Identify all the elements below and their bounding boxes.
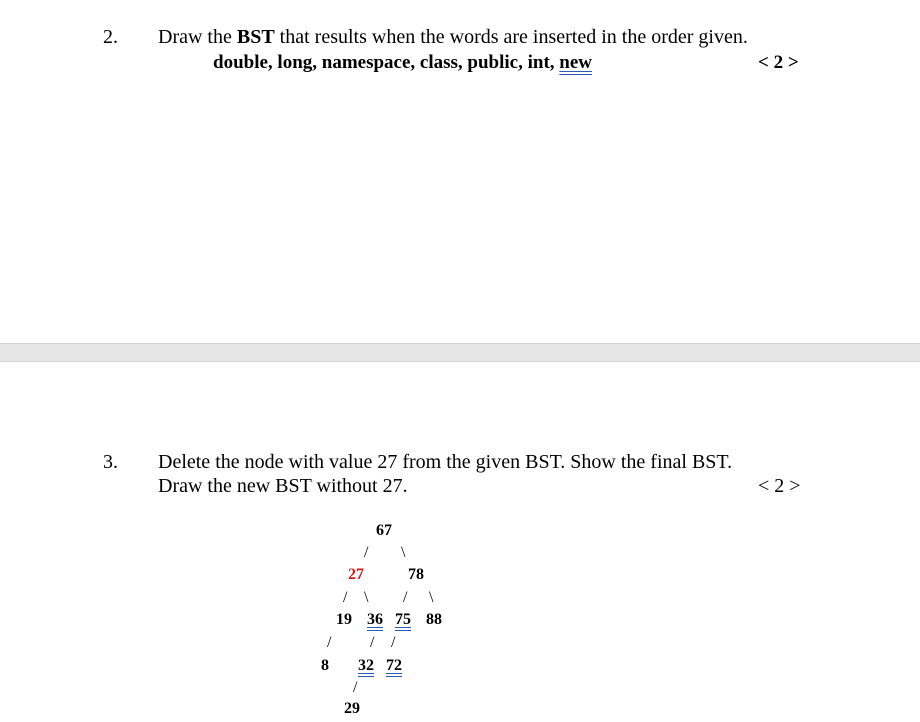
tree-edge-67-right: \ bbox=[401, 544, 406, 561]
tree-node-36: 36 bbox=[367, 611, 383, 628]
q3-number: 3. bbox=[103, 451, 118, 473]
q2-words: double, long, namespace, class, public, int, bbox=[213, 52, 560, 73]
tree-edge-36-left: / bbox=[370, 634, 375, 651]
q2-prompt-end: that results when the words are inserted in the order given. bbox=[274, 26, 748, 48]
tree-edge-19-left: / bbox=[327, 634, 332, 651]
q2-word-list bbox=[213, 52, 592, 74]
q3-line-2: Draw the new BST without 27. bbox=[158, 475, 408, 497]
q2-prompt-bst: BST bbox=[236, 26, 275, 48]
tree-edge-27-right: \ bbox=[364, 589, 369, 606]
q2-marks: < 2 > bbox=[758, 52, 799, 73]
tree-edge-78-left: / bbox=[403, 589, 408, 606]
page-break-separator bbox=[0, 343, 920, 362]
tree-node-72: 72 bbox=[386, 657, 402, 674]
tree-edge-27-left: / bbox=[343, 589, 348, 606]
q2-prompt-start: Draw the bbox=[158, 26, 237, 48]
tree-node-78: 78 bbox=[408, 566, 424, 583]
q2-last-word: new bbox=[559, 52, 593, 73]
tree-node-88: 88 bbox=[426, 611, 442, 628]
q2-prompt bbox=[158, 26, 748, 49]
tree-edge-78-right: \ bbox=[429, 589, 434, 606]
q3-marks: < 2 > bbox=[758, 475, 801, 497]
tree-node-8: 8 bbox=[321, 657, 329, 674]
tree-node-29: 29 bbox=[344, 700, 360, 717]
tree-edge-75-left: / bbox=[391, 634, 396, 651]
tree-edge-67-left: / bbox=[364, 544, 369, 561]
tree-edge-32-left: / bbox=[353, 679, 358, 696]
tree-node-32: 32 bbox=[358, 657, 374, 674]
tree-node-19: 19 bbox=[336, 611, 352, 628]
q3-line-1: Delete the node with value 27 from the given BST. Show the final BST. bbox=[158, 451, 733, 473]
tree-node-67: 67 bbox=[376, 522, 392, 539]
q2-number: 2. bbox=[103, 26, 118, 48]
tree-node-27: 27 bbox=[348, 566, 364, 583]
tree-node-75: 75 bbox=[395, 611, 411, 628]
